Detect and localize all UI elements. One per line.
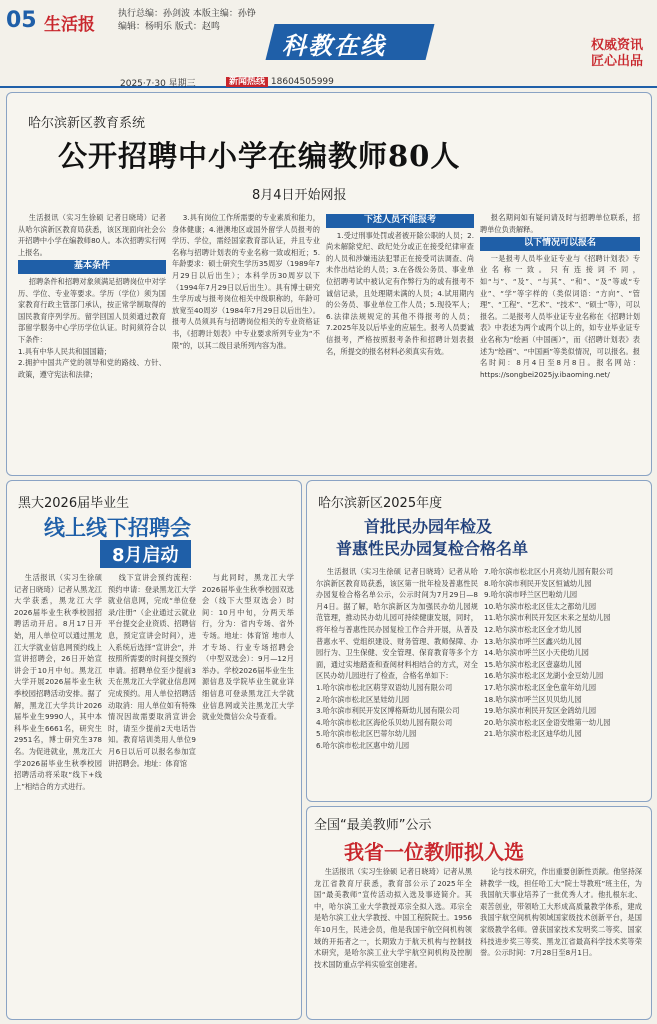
story3-col1 (316, 566, 478, 794)
kg-list-item: 6.哈尔滨市松北区惠中幼儿园 (316, 740, 410, 750)
kg-list-item: 21.哈尔滨市松北区迪华幼儿园 (484, 729, 582, 739)
masthead (0, 0, 657, 88)
story1-col4-body2: 一是报考人员毕业证专业与《招聘计划表》专业名称一致。只有连接词不同，如“与”、“及”、“与其”、“和”、“及”等或“专业”、“学”等字样的（类似词语：“方向”、“管理”、“工程”、“艺术”、“技术”、“硕士”等），可以报名。二是报考人员毕业证专业名称在《招聘计划表》中表述为两个或两个以上的，如专业毕业证专业名称为“绘画（中国画）”，而《招聘计划表》表述为“绘画”、“中国画”等类似情况，可以报名。报名时间：8月4日至8月8日。报名网站：https://songbei2025jy.ibaoming.net/ (480, 253, 640, 379)
kg-list-item: 13.哈尔滨市呼兰区鑫兴幼儿园 (484, 636, 582, 646)
credits (118, 8, 256, 34)
story2-title2: 8月启动 (100, 540, 191, 568)
kg-list-item: 11.哈尔滨市利民开发区未来之星幼儿园 (484, 613, 611, 623)
story4-col1-body: 生活报讯（实习生徐硕 记者日晓琦）记者从黑龙江省教育厅获悉，教育部公示了2025年全国“最美教师”宣传活动拟入选及事迹简介。其中，哈尔滨工业大学教授邓宗全拟入选。邓宗全是哈尔滨工业大学教授、中国工程院院士。1956年10月生，民进会员，他是我国宇航空间机构领域的开拓者之一，长期致力于航天机构与控制技术研究，是哈尔滨工业大学宇航空间机构及控制技术国防重点学科实验室创建者。 (314, 867, 472, 969)
kg-list-item: 20.哈尔滨市松北区金语安维第一幼儿园 (484, 717, 611, 727)
kg-list-item: 17.哈尔滨市松北区金色童年幼儿园 (484, 682, 597, 692)
story2-col2 (108, 572, 196, 1012)
story2-kicker: 黑大2026届毕业生 (18, 496, 130, 511)
kg-list-item: 9.哈尔滨市呼兰区巴啦幼儿园 (484, 590, 578, 600)
issue-date: 2025·7·30 星期三 (120, 79, 196, 89)
story1-basic-body: 招聘条件和招聘对象须满足招聘岗位中对学历、学位、专业等要求。学历（学位）须为国家教育行政主管部门承认，按正常学制取得的国民教育序列学历。留学回国人员须通过教育部留学服务中心学历学位认证。时间须符合以下条件： (18, 276, 166, 344)
credits-line1: 执行总编：孙剑波 本版主编：孙铮 (118, 9, 256, 19)
story1-col2 (172, 212, 320, 468)
hotline-number: 18604505999 (270, 77, 334, 87)
story1-item2: 2.拥护中国共产党的领导和党的路线、方针、政策，遵守宪法和法律； (18, 358, 166, 379)
hotline (226, 74, 334, 87)
story1-col1 (18, 212, 166, 468)
kg-list-item: 15.哈尔滨市松北区壹嘉幼儿园 (484, 659, 582, 669)
story3-title-line2: 普惠性民办园复检合格名单 (336, 539, 529, 558)
story1-section-basic: 基本条件 (18, 260, 166, 274)
section-title: 科教在线 (282, 32, 386, 60)
story2-col1-body: 生活报讯（实习生徐硕 记者日晓琦）记者从黑龙江大学获悉，黑龙江大学2026届毕业生秋季校园招聘活动开启。8月17日开始，用人单位可以通过黑龙江大学就业信息网预约线上宣讲招聘会，26日开始宣讲会于10月中旬。黑龙江大学开展2026届毕业生秋季校园招聘活动安排。据了解，黑龙江大学共计2026届毕业生9990人，其中本科毕业生6661名，研究生2951名，博士研究生378名。为促进就业，黑龙江大学2026届毕业生秋季校园招聘活动将采取“线下+线上”相结合的方式进行。 (14, 573, 102, 791)
kg-list-item: 10.哈尔滨市松北区佳太之都幼儿园 (484, 601, 597, 611)
story1-section-allowed: 以下情况可以报名 (480, 237, 640, 251)
credits-line2: 编辑：杨明乐 版式：赵鸣 (118, 22, 220, 32)
story3-kicker: 哈尔滨新区2025年度 (318, 496, 443, 511)
story2-col1 (14, 572, 102, 1012)
story1-section-excluded: 下述人员不能报考 (326, 214, 474, 228)
story3-col2 (484, 566, 642, 794)
story1-title: 公开招聘中小学在编教师80人 (58, 139, 461, 173)
kg-list-item: 2.哈尔滨市松北区星娃幼儿园 (316, 694, 410, 704)
slogan (591, 38, 643, 70)
story3-col1-body: 生活报讯（实习生徐硕 记者日晓琦）记者从哈尔滨新区教育局获悉，该区第一批年检及普惠性民办园复检合格名单公示，公示时间为7月29日—8月4日。据了解，哈尔滨新区为加强民办幼儿园规范管理，推动民办幼儿园可持续健康发展，同时，将年检与普惠性民办园复检工作合并开展，从普及普惠水平、党组织建设、财务管理、教师保障、办园行为、卫生保健、安全管理、保育教育等多个方面，通过实地踏查和查阅材料相结合的方式，对全区民办幼儿园进行了检查，合格名单如下： (316, 567, 478, 681)
kg-list-item: 5.哈尔滨市松北区巴蒂尔幼儿园 (316, 729, 417, 739)
kg-list-item: 19.哈尔滨市利民开发区金鸽幼儿园 (484, 706, 597, 716)
story3-title-line1: 首批民办园年检及 (364, 517, 493, 536)
story1-col4-body: 报名期间如有疑问请及时与招聘单位联系，招聘单位负责解释。 (480, 213, 640, 234)
kg-list-item: 12.哈尔滨市松北区金才幼儿园 (484, 624, 582, 634)
story1-col3-body: 1.受过刑事处罚或者被开除公职的人员；2.尚未解除党纪、政纪处分或正在接受纪律审查的人员和涉嫌违法犯罪正在接受司法调查、尚未作出结论的人员；3.在各级公务员、事业单位招聘考试中被认定有作弊行为的或有报考不诚信记录，且处理期未满的人员；4.试用期内的公务员、事业单位工作人员；5.现役军人；6.法律法规规定的其他不得报考的人员；7.2025年及以后毕业的应届生。报考人员要诚信报考，严格按照报考条件和招聘计划表报名，所提交的报名材料必须真实有效。 (326, 230, 474, 356)
story4-title: 我省一位教师拟入选 (344, 840, 524, 864)
story1-kicker: 哈尔滨新区教育系统 (28, 116, 146, 131)
story2-title: 线上线下招聘会 (44, 516, 191, 540)
story4-col1 (314, 866, 472, 1012)
story2-col3 (202, 572, 294, 1012)
story1-col3 (326, 212, 474, 468)
hotline-tag: 新闻热线 (226, 77, 268, 87)
story1-item1: 1.具有中华人民共和国国籍； (18, 346, 112, 356)
kg-list-item: 18.哈尔滨市呼兰区贝贝幼儿园 (484, 694, 582, 704)
kg-list-item: 1.哈尔滨市松北区萌芽双语幼儿园有限公司 (316, 682, 453, 692)
story1-col4 (480, 212, 640, 468)
kg-list-item: 16.哈尔滨市松北区龙湖小金豆幼儿园 (484, 671, 604, 681)
story4-kicker: 全国“最美教师”公示 (314, 818, 432, 833)
kg-list-item: 14.哈尔滨市呼兰区小天使幼儿园 (484, 648, 589, 658)
story1-intro: 生活报讯（实习生徐硕 记者日晓琦）记者从哈尔滨新区教育局获悉，该区现面向社会公开招聘中小学在编教师80人。本次招聘实行网上报名。 (18, 213, 166, 257)
kg-list-item: 4.哈尔滨市松北区海伦乐贝幼儿园有限公司 (316, 717, 453, 727)
story4-col2-body: 论与技术研究，作出重要创新性贡献。他坚持深耕教学一线，担任哈工大“院士导教班”班主任，为我国航天事业培养了一批优秀人才。他扎根东北、艰苦创业，带领哈工大形成高质量教学体系，建成我国宇航空间机构领域国家级技术创新平台，是国家级教学名师。曾获国家技术发明奖二等奖、国家科技进步奖三等奖、黑龙江省最高科学技术奖等荣誉。公示时间：7月28日至8月1日。 (480, 867, 642, 958)
story2-col3-body: 与此同时，黑龙江大学2026届毕业生秋季校园双选会（线下大型双选会）时间：10月中旬，分两天举行，分为：省内专场、省外专场。地址：体育馆 地市人才专场、行业专场招聘会（中型双选会）：9月—12月举办。学校2026届毕业生生源信息及学院毕业生就业详细信息可登录黑龙江大学就业信息网或关注黑龙江大学就业处微信公众号查看。 (202, 573, 294, 722)
kg-list-item: 8.哈尔滨市利民开发区恒诚幼儿园 (484, 578, 592, 588)
slogan-line2: 匠心出品 (590, 54, 643, 69)
story4-col2 (480, 866, 642, 1012)
story1-subtitle: 8月4日开始网报 (252, 188, 347, 203)
kg-list-item: 7.哈尔滨市松北区小月亮幼儿园有限公司 (484, 567, 614, 576)
page-number: 05 (6, 8, 37, 33)
kg-list-item: 3.哈尔滨市利民开发区博格斯幼儿园有限公司 (316, 706, 460, 716)
slogan-line1: 权威资讯 (590, 38, 643, 53)
story1-col2-body: 3.具有岗位工作所需要的专业素质和能力，身体健康；4.港澳地区或国外留学人员报考的学历、学位，需经国家教育部认证，并且专业名称与招聘计划表的专业名称一致或相近；5.年龄要求：硕士研究生学历35周岁（1989年7月29日以后出生）；本科学历30周岁以下（1994年7月29日以后出生）。具有博士研究生学历或与报考岗位相关中级职称的，年龄可放宽至40周岁（1984年7月29日以后出生）。报考人员须具有与招聘岗位相关的专业资格证书，《招聘计划表》中专业要求所列专业为“不限”的，以其二级目录所列内容为准。 (172, 213, 320, 350)
paper-name: 生活报 (44, 15, 95, 35)
story2-col2-body: 线下宣讲会预约流程：预约申请：登录黑龙江大学就业信息网，完成“单位登录/注册”（企业通过云就业平台提交企业资质、招聘信息，预定宣讲会时间），进入系统后选择“宣讲会”，并按照所需要的时间提交预约申请。招聘单位至少提前3天在黑龙江大学就业信息网完成预约。用人单位招聘活动取消：用人单位如有特殊情况因故需要取消宣讲会时，请至少提前2天电话告知。教育培训类用人单位9月6日以后可以报名参加宣讲招聘会。地址：体育馆 (108, 573, 196, 768)
